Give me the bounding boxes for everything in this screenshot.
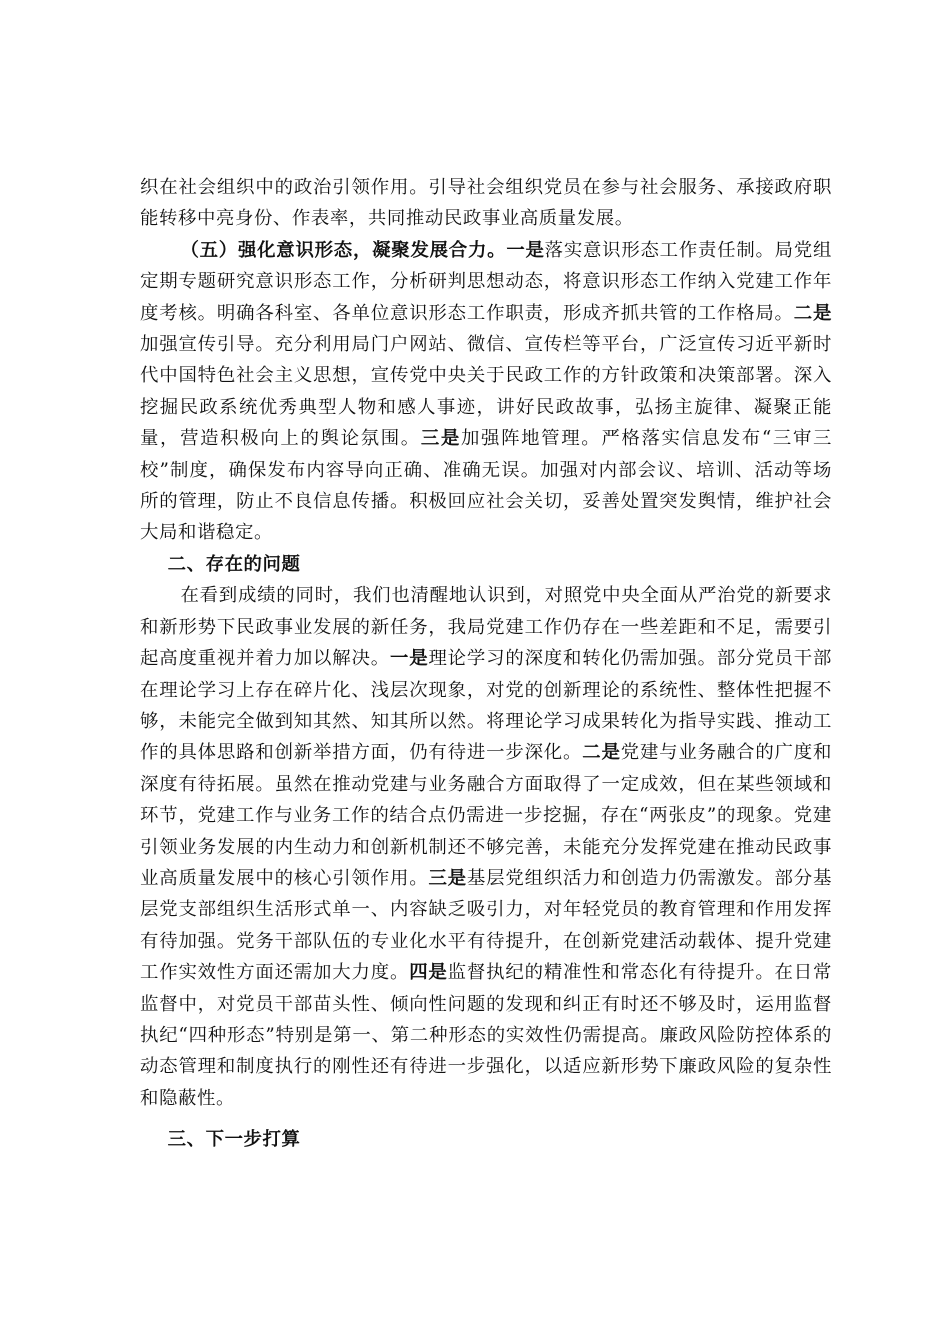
section-heading-problems: 二、存在的问题: [167, 553, 301, 575]
paragraph-text: 加强阵地管理。严格落实信息发布“三审三校”制度，确保发布内容导向正确、准确无误。加强对内部会议、培训、活动等场所的管理，防止不良信息传播。积极回应社会关切，妥善处置突发舆情，维护社会大局和谐稳定。: [140, 428, 833, 544]
paragraph-text: 落实意识形态工作责任制。局党组定期专题研究意识形态工作，分析研判思想动态，将意识形态工作纳入党建工作年度考核。明确各科室、各单位意识形态工作职责，形成齐抓共管的工作格局。: [140, 239, 832, 324]
document-page: [140, 172, 832, 1156]
paragraph-text: 基层党组织活力和创造力仍需激发。部分基层党支部组织生活形式单一、内容缺乏吸引力，对年轻党员的教育管理和作用发挥有待加强。党务干部队伍的专业化水平有待提升，在创新党建活动载体、提升党建工作实效性方面还需加大力度。: [140, 867, 833, 984]
paragraph-text: 织在社会组织中的政治引领作用。引导社会组织党员在参与社会服务、承接政府职能转移中亮身份、作表率，共同推动民政事业高质量发展。: [140, 177, 832, 230]
keyword-first: 一是: [389, 648, 429, 670]
paragraph-continuation: [140, 172, 832, 235]
paragraph-ideology: [140, 235, 832, 549]
keyword-third: 三是: [420, 428, 461, 450]
keyword-fourth: 四是: [409, 962, 448, 984]
subsection-heading: （五）强化意识形态，凝聚发展合力。: [180, 239, 507, 261]
keyword-first: 一是: [506, 239, 545, 261]
keyword-second: 二是: [793, 302, 833, 324]
paragraph-text: 在看到成绩的同时，我们也清醒地认识到，对照党中央全面从严治党的新要求和新形势下民政事业发展的新任务，我局党建工作仍存在一些差距和不足，需要引起高度重视并着力加以解决。: [140, 585, 832, 670]
keyword-third: 三是: [428, 867, 467, 889]
paragraph-problems: [140, 580, 832, 1114]
section-heading-next-steps: 三、下一步打算: [167, 1129, 301, 1151]
paragraph-text: 党建与业务融合的广度和深度有待拓展。虽然在推动党建与业务融合方面取得了一定成效，但在某些领域和环节，党建工作与业务工作的结合点仍需进一步挖掘，存在“两张皮”的现象。党建引领业务发展的内生动力和创新机制还不够完善，未能充分发挥党建在推动民政事业高质量发展中的核心引领作用。: [140, 742, 832, 889]
paragraph-text: 加强宣传引导。充分利用局门户网站、微信、宣传栏等平台，广泛宣传习近平新时代中国特色社会主义思想，宣传党中央关于民政工作的方针政策和决策部署。深入挖掘民政系统优秀典型人物和感人事迹，讲好民政故事，弘扬主旋律、凝聚正能量，营造积极向上的舆论氛围。: [140, 334, 832, 450]
keyword-second: 二是: [582, 742, 621, 764]
paragraph-text: 理论学习的深度和转化仍需加强。部分党员干部在理论学习上存在碎片化、浅层次现象，对党的创新理论的系统性、整体性把握不够，未能完全做到知其然、知其所以然。将理论学习成果转化为指导实践、推动工作的具体思路和创新举措方面，仍有待进一步深化。: [140, 648, 832, 764]
paragraph-text: 监督执纪的精准性和常态化有待提升。在日常监督中，对党员干部苗头性、倾向性问题的发现和纠正有时还不够及时，运用监督执纪“四种形态”特别是第一、第二种形态的实效性仍需提高。廉政风险防控体系的动态管理和制度执行的刚性还有待进一步强化，以适应新形势下廉政风险的复杂性和隐蔽性。: [140, 962, 832, 1109]
